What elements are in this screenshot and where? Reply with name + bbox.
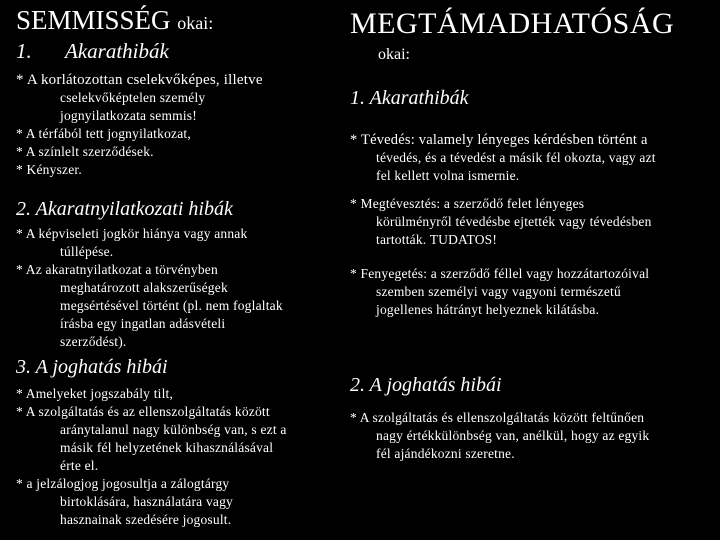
list-item-continuation: tévedés, és a tévedést a másik fél okozta, vagy azt: [376, 150, 656, 165]
right-title-suffix: okai:: [378, 46, 410, 63]
spacer: [350, 249, 656, 265]
list-item-continuation: meghatározott alakszerűségek: [60, 280, 228, 295]
left-title: [16, 5, 213, 38]
list-item-continuation: nagy értékkülönbség van, anélkül, hogy az egyik: [376, 428, 650, 443]
list-item: * Megtévesztés: a szerződő felet lényeges: [350, 196, 585, 211]
list-item: * A képviseleti jogkör hiánya vagy annak: [16, 226, 248, 241]
list-item-continuation: másik fél helyzetének kihasználásával: [60, 440, 274, 455]
list-item: * a jelzálogjog jogosultja a zálogtárgy: [16, 476, 230, 491]
list-item-continuation: cselekvőképtelen személy: [60, 90, 206, 105]
right-section-2-heading: 2. A joghatás hibái: [350, 374, 502, 396]
left-section-3-list: [16, 385, 287, 529]
list-item-continuation: megsértésével történt (pl. nem foglaltak: [60, 298, 283, 313]
list-item: * A térfából tett jognyilatkozat,: [16, 126, 191, 141]
spacer: [350, 185, 656, 195]
right-section-1-list: [350, 131, 656, 319]
list-item-continuation: jognyilatkozata semmis!: [60, 108, 197, 123]
right-title: MEGTÁMADHATÓSÁG: [350, 7, 675, 40]
left-title-suffix: okai:: [177, 13, 214, 33]
right-section-2-list: [350, 409, 649, 463]
left-section-1-title: Akarathibák: [65, 39, 169, 63]
list-item-continuation: birtoklására, használatára vagy: [60, 494, 233, 509]
list-item-continuation: fél ajándékozni szeretne.: [376, 446, 515, 461]
left-section-3-heading: 3. A joghatás hibái: [16, 356, 168, 378]
list-item-continuation: fel kellett volna ismernie.: [376, 168, 520, 183]
list-item: * Tévedés: valamely lényeges kérdésben történt a: [350, 132, 648, 148]
list-item: * A szolgáltatás és az ellenszolgáltatás között: [16, 404, 270, 419]
left-section-1-number: 1.: [16, 39, 32, 63]
left-section-2-list: [16, 225, 283, 351]
left-title-main: SEMMISSÉG: [16, 5, 171, 35]
right-section-1-heading: 1. Akarathibák: [350, 87, 469, 109]
list-item-continuation: szemben személyi vagy vagyoni természetű: [376, 284, 621, 299]
list-item-continuation: tartották. TUDATOS!: [376, 232, 498, 247]
list-item-continuation: hasznainak szedésére jogosult.: [60, 512, 232, 527]
list-item-continuation: szerződést).: [60, 334, 127, 349]
list-item-continuation: érte el.: [60, 458, 99, 473]
list-item: * A korlátozottan cselekvőképes, illetve: [16, 72, 263, 88]
list-item: * A színlelt szerződések.: [16, 144, 154, 159]
list-item-continuation: jogellenes hátrányt helyeznek kilátásba.: [376, 302, 600, 317]
list-item: * Kényszer.: [16, 162, 82, 177]
left-section-2-heading: 2. Akaratnyilatkozati hibák: [16, 198, 233, 220]
list-item-continuation: aránytalanul nagy különbség van, s ezt a: [60, 422, 287, 437]
list-item: * Az akaratnyilatkozat a törvényben: [16, 262, 218, 277]
left-section-1-heading: [16, 38, 169, 64]
list-item: * A szolgáltatás és ellenszolgáltatás között feltűnően: [350, 410, 645, 425]
list-item-continuation: túllépése.: [60, 244, 114, 259]
list-item: * Fenyegetés: a szerződő féllel vagy hozzátartozóival: [350, 266, 650, 281]
list-item-continuation: körülményről tévedésbe ejtették vagy tévedésben: [376, 214, 652, 229]
left-section-1-list: [16, 71, 263, 179]
list-item: * Amelyeket jogszabály tilt,: [16, 386, 174, 401]
list-item-continuation: írásba egy ingatlan adásvételi: [60, 316, 226, 331]
